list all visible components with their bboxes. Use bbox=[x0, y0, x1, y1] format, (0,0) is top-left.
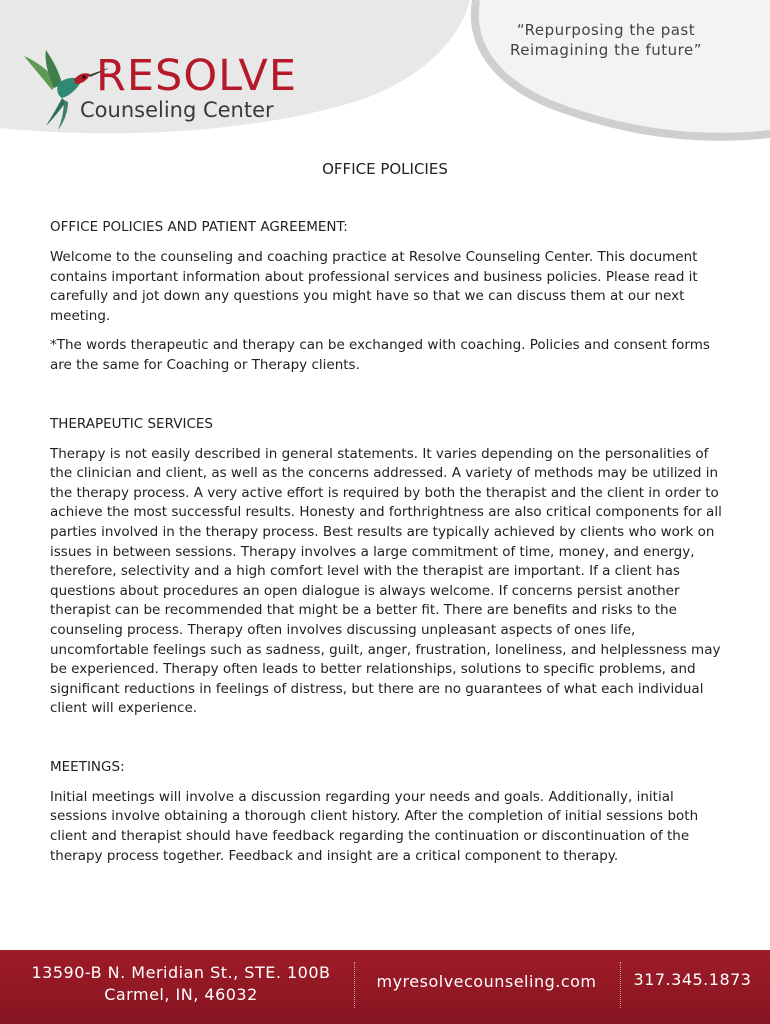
footer-address bbox=[18, 962, 344, 1006]
footer-divider bbox=[354, 962, 356, 1008]
paragraph: Therapy is not easily described in general statements. It varies depending on the personalities of the clinician and client, as well as the concerns addressed. A variety of methods may be utilized in the therapy process. A very active effort is required by both the therapist and the client in order to achieve the most successful results. Honesty and forthrightness are also critical components for all parties involved in the therapy process. Best results are typically achieved by clients who work on issues in between sessions. Therapy involves a large commitment of time, money, and energy, therefore, selectivity and a high comfort level with the therapist are important. If a client has questions about procedures an open dialogue is always welcome. If concerns persist another therapist can be recommended that might be a better fit. There are benefits and risks to the counseling process. Therapy often involves discussing unpleasant aspects of ones life, uncomfortable feelings such as sadness, guilt, anger, frustration, loneliness, and helplessness may be experienced. Therapy often leads to better relationships, solutions to specific problems, and significant reductions in feelings of distress, but there are no guarantees of what each individual client will experience. bbox=[50, 445, 722, 717]
section-heading: OFFICE POLICIES AND PATIENT AGREEMENT: bbox=[50, 219, 348, 235]
tagline-line-2: Reimagining the future” bbox=[509, 41, 702, 59]
address-line-1: 13590-B N. Meridian St., STE. 100B bbox=[31, 963, 331, 982]
tagline bbox=[506, 20, 706, 60]
section-heading: THERAPEUTIC SERVICES bbox=[50, 415, 213, 432]
brand-subtitle: Counseling Center bbox=[80, 98, 274, 122]
address-line-2: Carmel, IN, 46032 bbox=[104, 985, 258, 1004]
paragraph: Initial meetings will involve a discussion regarding your needs and goals. Additionally, initial sessions involve obtaining a thorough client history. After the completion of initial sessions both client and therapist should have feedback regarding the continuation or discontinuation of the therapy process together. Feedback and insight are a critical component to therapy. bbox=[50, 788, 699, 864]
footer bbox=[0, 950, 770, 1024]
paragraph: Welcome to the counseling and coaching practice at Resolve Counseling Center. This document contains important information about professional services and business policies. Please read it carefully and jot down any questions you might have so that we can discuss them at our next meeting. bbox=[50, 249, 698, 324]
brand-name: RESOLVE bbox=[96, 51, 298, 101]
document-body bbox=[50, 218, 725, 876]
footer-website-link[interactable]: myresolvecounseling.com bbox=[376, 972, 597, 991]
section-therapeutic-services bbox=[50, 415, 725, 719]
section-office-policies bbox=[50, 218, 725, 376]
document-title: OFFICE POLICIES bbox=[322, 160, 448, 178]
tagline-line-1: “Repurposing the past bbox=[516, 21, 696, 39]
spacer bbox=[50, 729, 725, 758]
section-heading: MEETINGS: bbox=[50, 758, 125, 775]
footer-divider bbox=[620, 962, 622, 1008]
footer-phone[interactable]: 317.345.1873 bbox=[633, 970, 752, 989]
paragraph: *The words therapeutic and therapy can be exchanged with coaching. Policies and consent forms are the same for Coaching or Therapy clients. bbox=[50, 337, 710, 373]
spacer bbox=[50, 386, 725, 415]
section-meetings bbox=[50, 758, 725, 866]
